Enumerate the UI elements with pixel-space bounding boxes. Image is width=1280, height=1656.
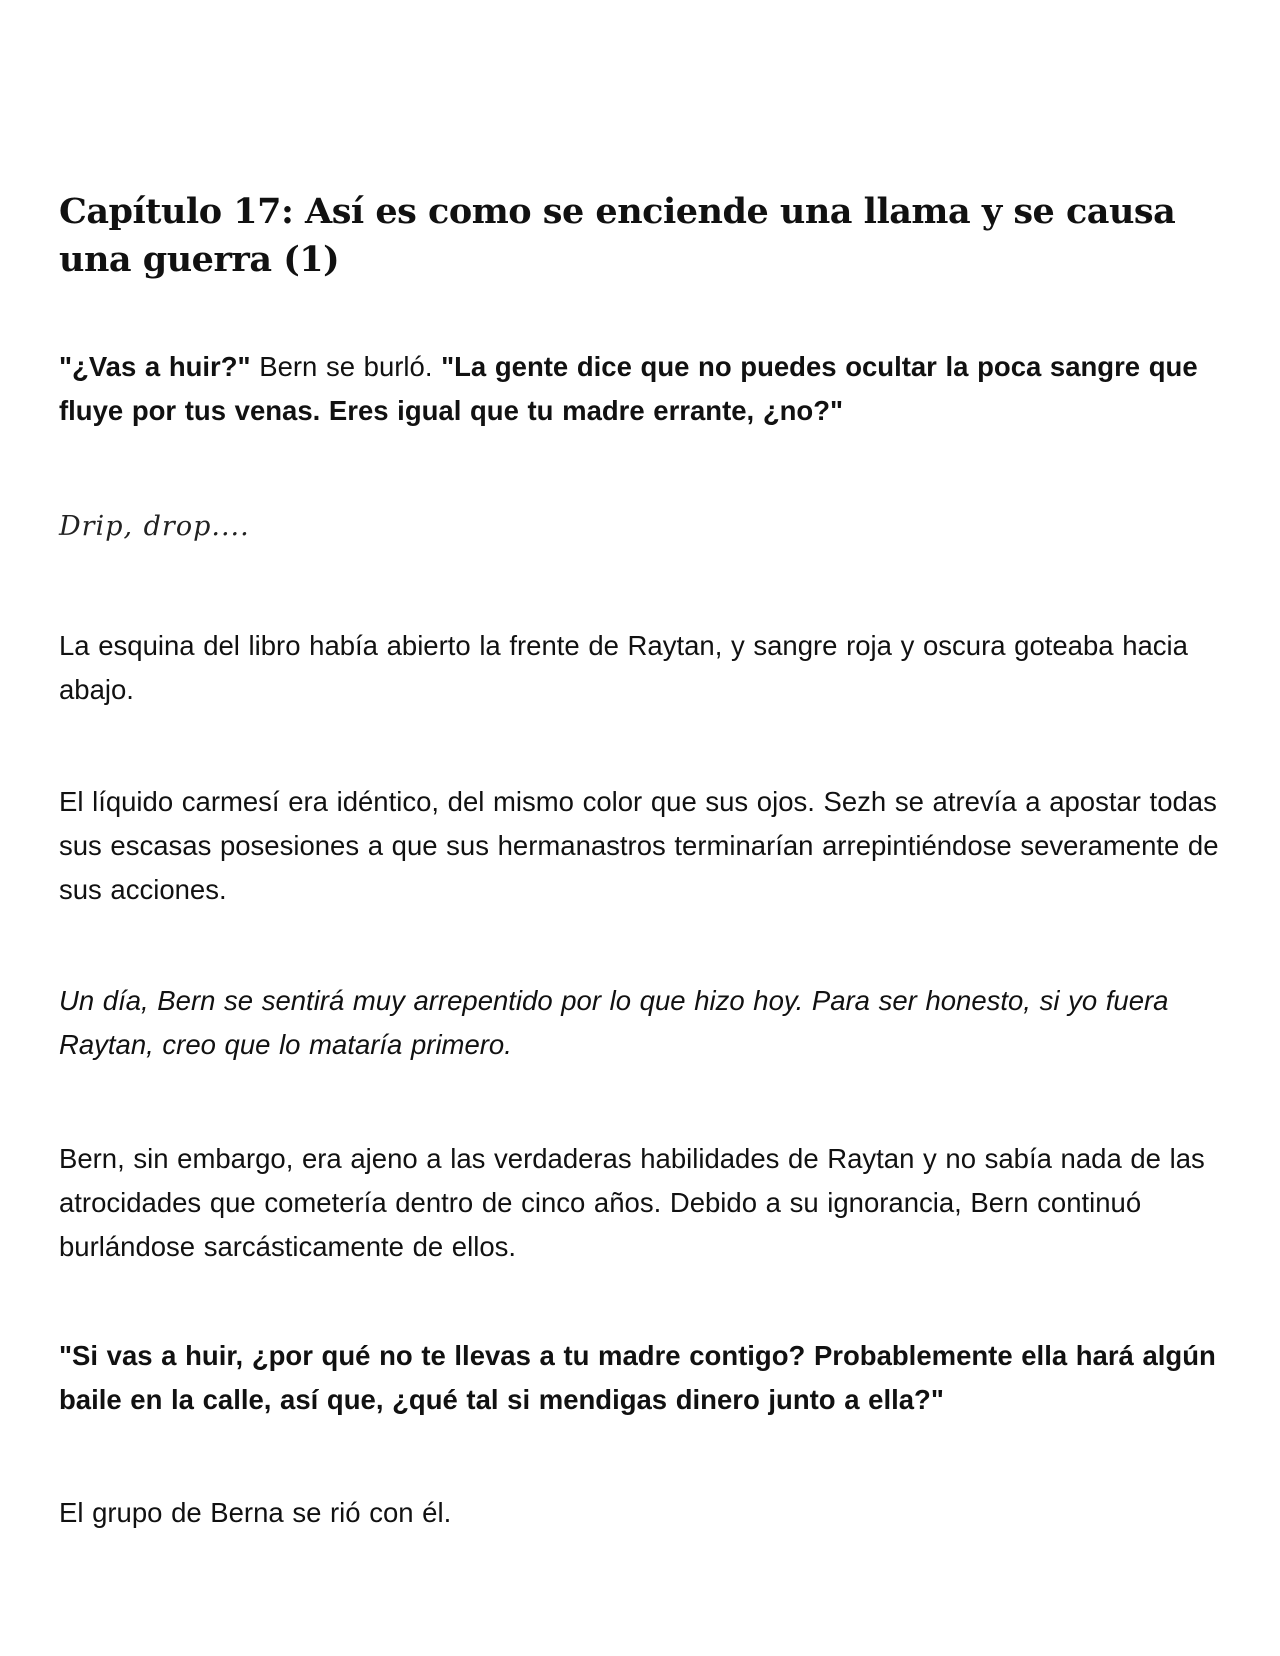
paragraph-dialogue-2: "Si vas a huir, ¿por qué no te llevas a tu madre contigo? Probablemente ella hará algún baile en la calle, así que, ¿qué tal si mendigas dinero junto a ella?" [59,1340,1216,1415]
paragraph-narration-2: El líquido carmesí era idéntico, del mismo color que sus ojos. Sezh se atrevía a apostar todas sus escasas posesiones a que sus hermanastros terminarían arrepintiéndose severamente de sus acciones. [59,786,1219,905]
chapter-title: Capítulo 17: Así es como se enciende una llama y se causa una guerra (1) [59,191,1176,280]
paragraph-inner-thought: Un día, Bern se sentirá muy arrepentido por lo que hizo hoy. Para ser honesto, si yo fuera Raytan, creo que lo mataría primero. [59,985,1169,1060]
narration-text: Bern se burló. [250,351,442,382]
paragraph-narration-1: La esquina del libro había abierto la frente de Raytan, y sangre roja y oscura goteaba hacia abajo. [59,630,1188,705]
paragraph-sound-effect: Drip, drop.... [59,511,250,542]
dialogue-quote: "¿Vas a huir?" [59,351,251,382]
paragraph-narration-4: El grupo de Berna se rió con él. [59,1497,452,1528]
paragraph-dialogue-1 [59,345,1229,433]
dialogue-quote: "La gente dice que no puedes ocultar la poca sangre que fluye por tus venas. Eres igual que tu madre errante, ¿no?" [59,351,1198,426]
paragraph-narration-3: Bern, sin embargo, era ajeno a las verdaderas habilidades de Raytan y no sabía nada de las atrocidades que cometería dentro de cinco años. Debido a su ignorancia, Bern continuó burlándose sarcásticamente de ellos. [59,1143,1205,1262]
